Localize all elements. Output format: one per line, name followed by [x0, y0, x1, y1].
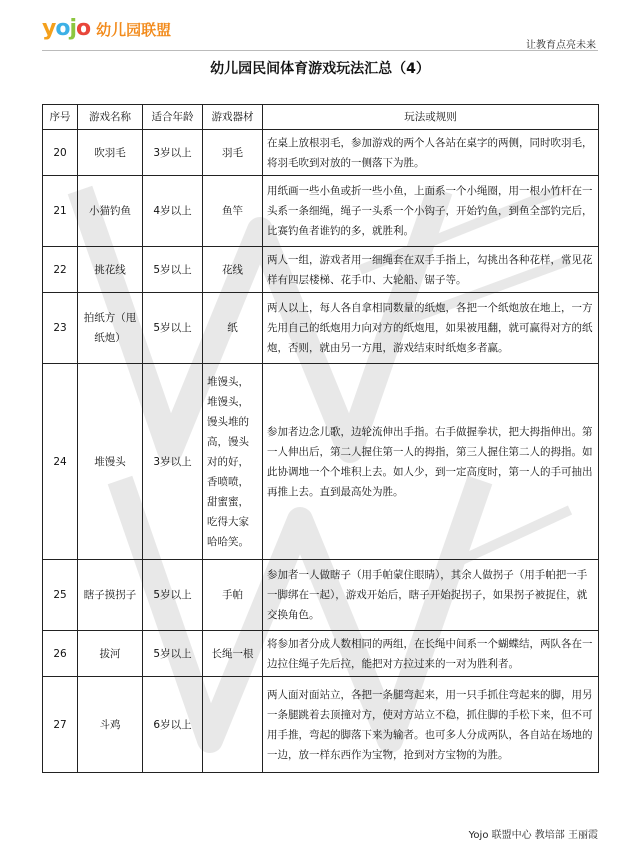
cell-rules: 两人面对面站立，各把一条腿弯起来，用一只手抓住弯起来的脚，用另一条腿跳着去顶撞对方，使对方站立不稳，抓住脚的手松下来，但不可用手推，弯起的脚落下来为输者。也可多人分成两队，各自站在场地的一边，放一样东西作为宝物，抢到对方宝物的为胜。 [263, 677, 599, 773]
cell-name: 挑花线 [78, 247, 143, 293]
header-age: 适合年龄 [143, 105, 203, 130]
cell-material: 羽毛 [203, 130, 263, 176]
cell-id: 21 [43, 176, 78, 247]
table-header-row [43, 105, 599, 130]
slogan: 让教育点亮未来 [526, 40, 596, 51]
cell-material: 鱼竿 [203, 176, 263, 247]
table-row [43, 364, 599, 560]
cell-id: 22 [43, 247, 78, 293]
cell-age: 4岁以上 [143, 176, 203, 247]
cell-age: 5岁以上 [143, 560, 203, 631]
table-row [43, 560, 599, 631]
table-row [43, 293, 599, 364]
cell-name: 瞎子摸拐子 [78, 560, 143, 631]
cell-material: 手帕 [203, 560, 263, 631]
header-name: 游戏名称 [78, 105, 143, 130]
cell-age: 5岁以上 [143, 631, 203, 677]
games-table [42, 104, 599, 773]
cell-material: 长绳一根 [203, 631, 263, 677]
cell-name: 小猫钓鱼 [78, 176, 143, 247]
table-row [43, 677, 599, 773]
cell-rules: 在桌上放根羽毛，参加游戏的两个人各站在桌字的两侧，同时吹羽毛，将羽毛吹到对放的一侧落下为胜。 [263, 130, 599, 176]
cell-name: 斗鸡 [78, 677, 143, 773]
cell-id: 24 [43, 364, 78, 560]
table-row [43, 130, 599, 176]
cell-name: 吹羽毛 [78, 130, 143, 176]
footer-credit: Yojo 联盟中心 教培部 王丽霞 [468, 830, 598, 841]
cell-id: 25 [43, 560, 78, 631]
header-id: 序号 [43, 105, 78, 130]
cell-id: 26 [43, 631, 78, 677]
cell-rules: 参加者边念儿歌，边轮流伸出手指。右手做握拳状，把大拇指伸出。第一人伸出后，第二人握住第一人的拇指，第三人握住第二人的拇指。如此协调地一个个堆积上去。如人少，到一定高度时，第一人的手可抽出再推上去。直到最高处为胜。 [263, 364, 599, 560]
cell-material: 花线 [203, 247, 263, 293]
cell-id: 27 [43, 677, 78, 773]
logo-text: 幼儿园联盟 [96, 20, 172, 39]
brand-logo [42, 14, 171, 44]
cell-material [203, 677, 263, 773]
cell-rules: 参加者一人做瞎子（用手帕蒙住眼睛），其余人做拐子（用手帕把一手一脚绑在一起），游戏开始后，瞎子开始捉拐子，如果拐子被捉住，就交换角色。 [263, 560, 599, 631]
header-divider [42, 50, 598, 51]
cell-rules: 两人以上，每人各自拿相同数量的纸炮，各把一个纸炮放在地上，一方先用自己的纸炮用力向对方的纸炮甩，如果被甩翻，就可赢得对方的纸炮，否则，就由另一方甩，游戏结束时纸炮多者赢。 [263, 293, 599, 364]
cell-age: 3岁以上 [143, 130, 203, 176]
header-material: 游戏器材 [203, 105, 263, 130]
cell-age: 5岁以上 [143, 247, 203, 293]
table-row [43, 247, 599, 293]
cell-name: 拔河 [78, 631, 143, 677]
cell-age: 6岁以上 [143, 677, 203, 773]
cell-name: 堆馒头 [78, 364, 143, 560]
cell-rules: 用纸画一些小鱼或折一些小鱼，上面系一个小绳圈，用一根小竹杆在一头系一条细绳，绳子一头系一个小钩子，开始钓鱼，到鱼全部钓完后，比赛钓鱼者谁钓的多，就胜利。 [263, 176, 599, 247]
cell-age: 3岁以上 [143, 364, 203, 560]
cell-id: 23 [43, 293, 78, 364]
document-title: 幼儿园民间体育游戏玩法汇总（4） [210, 61, 430, 77]
cell-material: 堆馒头，堆馒头，馒头堆的高，馒头对的好，香喷喷，甜蜜蜜，吃得大家哈哈笑。 [203, 364, 263, 560]
cell-rules: 将参加者分成人数相同的两组，在长绳中间系一个蝴蝶结，两队各在一边拉住绳子先后拉，能把对方拉过来的一对为胜利者。 [263, 631, 599, 677]
cell-name: 拍纸方（甩纸炮） [78, 293, 143, 364]
header-rules: 玩法或规则 [263, 105, 599, 130]
table-row [43, 176, 599, 247]
table-row [43, 631, 599, 677]
yojo-logo-icon: yojo [42, 16, 91, 41]
cell-material: 纸 [203, 293, 263, 364]
cell-rules: 两人一组，游戏者用一细绳套在双手手指上，勾挑出各种花样，常见花样有四层楼梯、花手巾、大轮船、锯子等。 [263, 247, 599, 293]
cell-id: 20 [43, 130, 78, 176]
cell-age: 5岁以上 [143, 293, 203, 364]
